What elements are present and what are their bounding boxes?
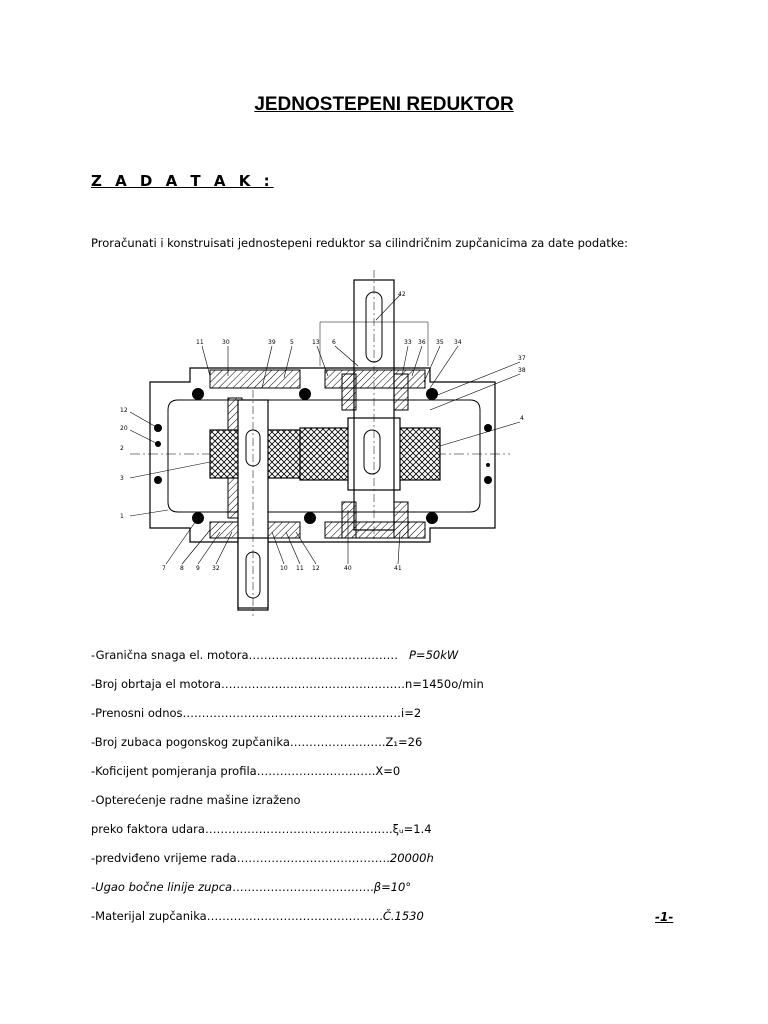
- param-label: -Opterećenje radne mašine izraženo: [91, 793, 301, 807]
- part-label: 7: [162, 565, 166, 572]
- param-label: -Ugao bočne linije zupca: [91, 880, 233, 894]
- part-label: 41: [394, 565, 402, 572]
- param-value: Č.1530: [382, 909, 424, 923]
- bolt-top-mid: [299, 388, 311, 400]
- section-heading: Z A D A T A K :: [91, 172, 274, 190]
- param-dots: ………………………………………….: [204, 822, 393, 836]
- part-label: 42: [398, 291, 406, 298]
- part-label: 33: [404, 339, 412, 346]
- param-dots: ……………………………….: [232, 880, 374, 894]
- wheel-key: [364, 430, 380, 474]
- part-label: 37: [518, 355, 526, 362]
- part-label: 5: [290, 339, 294, 346]
- param-dots: ………………………………….: [236, 851, 390, 865]
- part-label: 2: [120, 445, 124, 452]
- bolt-left-bot: [154, 476, 162, 484]
- part-label: 6: [332, 339, 336, 346]
- document-title: JEDNOSTEPENI REDUKTOR: [254, 94, 514, 115]
- input-key: [246, 552, 260, 598]
- part-label: 10: [280, 565, 288, 572]
- part-label: 35: [436, 339, 444, 346]
- param-value: ξᵤ=1.4: [392, 822, 432, 836]
- part-label: 4: [520, 415, 524, 422]
- param-row: [91, 793, 301, 807]
- param-label: preko faktora udara: [91, 822, 205, 836]
- part-label: 9: [196, 565, 200, 572]
- param-value: X=0: [375, 764, 401, 778]
- param-dots: …………………………………………: [221, 677, 405, 691]
- part-label: 11: [196, 339, 204, 346]
- part-label: 12: [120, 407, 128, 414]
- param-label: -Materijal zupčanika: [91, 909, 207, 923]
- param-label: -Broj zubaca pogonskog zupčanika: [91, 735, 290, 749]
- part-label: 34: [454, 339, 462, 346]
- part-label: 11: [296, 565, 304, 572]
- part-label: 13: [312, 339, 320, 346]
- bolt-bottom-right: [426, 512, 438, 524]
- param-dots: …………………….: [289, 735, 386, 749]
- part-label: 39: [268, 339, 276, 346]
- param-row: [91, 822, 432, 836]
- param-row: [91, 735, 422, 749]
- param-dots: ……………………………………….: [206, 909, 383, 923]
- param-label: -Granična snaga el. motora: [91, 648, 249, 662]
- top-cover: [210, 370, 300, 388]
- param-row: [91, 677, 484, 691]
- param-row: [91, 764, 400, 778]
- bolt-top-left: [192, 388, 204, 400]
- part-label: 12: [312, 565, 320, 572]
- part-label: 8: [180, 565, 184, 572]
- bolt-right-bot: [484, 476, 492, 484]
- wheel-bearing-top-r: [394, 374, 408, 410]
- part-label: 1: [120, 513, 124, 520]
- param-dots: ………………………….: [256, 764, 376, 778]
- param-dots: …………………………………………………: [182, 706, 402, 720]
- param-dots: …………………………………: [248, 648, 399, 662]
- param-label: -Prenosni odnos: [91, 706, 183, 720]
- bolt-top-right: [426, 388, 438, 400]
- part-label: 20: [120, 425, 128, 432]
- param-value: n=1450o/min: [405, 677, 484, 691]
- part-label: 32: [212, 565, 220, 572]
- intro-paragraph: Proračunati i konstruisati jednostepeni reduktor sa cilindričnim zupčanicima za date podatke:: [91, 236, 628, 250]
- param-label: -predviđeno vrijeme rada: [91, 851, 237, 865]
- part-label: 3: [120, 475, 124, 482]
- param-row: [91, 909, 424, 923]
- param-value: 20000h: [389, 851, 434, 865]
- param-row: [91, 648, 458, 662]
- param-value: Z₁=26: [385, 735, 423, 749]
- oil-plug-right: [486, 463, 490, 467]
- param-value: i=2: [401, 706, 422, 720]
- reducer-drawing: [110, 270, 530, 622]
- bolt-bottom-mid: [304, 512, 316, 524]
- part-label: 38: [518, 367, 526, 374]
- param-row: [91, 880, 411, 894]
- wheel-bearing-bot-r: [394, 502, 408, 538]
- param-label: -Koficijent pomjeranja profila: [91, 764, 257, 778]
- part-label: 36: [418, 339, 426, 346]
- top-cover-right: [325, 370, 425, 388]
- part-label: 30: [222, 339, 230, 346]
- page-number: -1-: [655, 910, 674, 924]
- param-label: -Broj obrtaja el motora: [91, 677, 221, 691]
- param-row: [91, 706, 421, 720]
- part-label: 40: [344, 565, 352, 572]
- param-value: P=50kW: [409, 648, 459, 662]
- param-row: [91, 851, 434, 865]
- param-value: β=10°: [373, 880, 412, 894]
